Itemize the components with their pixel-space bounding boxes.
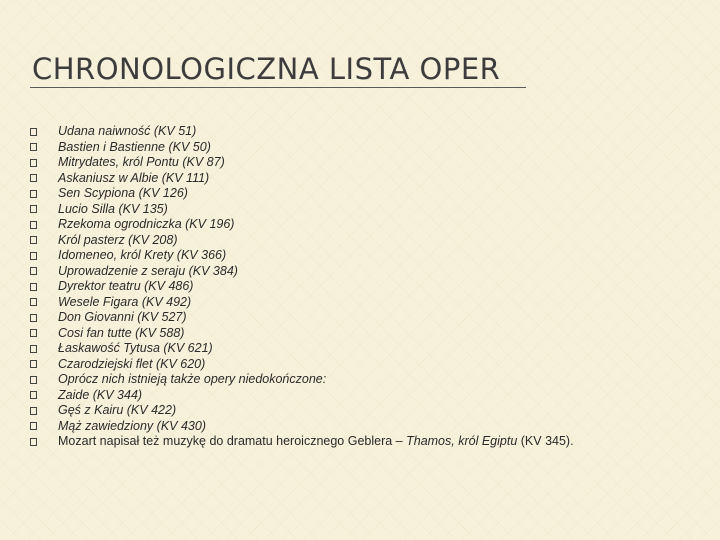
list-item	[30, 264, 574, 280]
list-item-text: Bastien i Bastienne (KV 50)	[58, 139, 211, 154]
last-item-suffix: (KV 345).	[517, 434, 574, 448]
list-item-text: Łaskawość Tytusa (KV 621)	[58, 341, 213, 355]
square-bullet-icon	[30, 391, 37, 399]
square-bullet-icon	[30, 221, 37, 229]
list-item	[30, 310, 574, 326]
opera-list	[30, 124, 574, 450]
list-item-text: Rzekoma ogrodniczka (KV 196)	[58, 217, 235, 231]
list-item	[30, 326, 574, 342]
list-item	[30, 124, 574, 140]
square-bullet-icon	[30, 345, 37, 353]
list-item	[30, 388, 574, 404]
square-bullet-icon	[30, 298, 37, 306]
square-bullet-icon	[30, 360, 37, 368]
square-bullet-icon	[30, 438, 37, 446]
square-bullet-icon	[30, 159, 37, 167]
slide-title: CHRONOLOGICZNA LISTA OPER	[32, 52, 501, 86]
list-item-text: Uprowadzenie z seraju (KV 384)	[58, 263, 238, 278]
list-item-text: Oprócz nich istnieją także opery niedokończone:	[58, 372, 327, 386]
square-bullet-icon	[30, 376, 37, 384]
list-item	[30, 403, 574, 419]
list-item	[30, 279, 574, 295]
square-bullet-icon	[30, 128, 37, 136]
list-item-text: Król pasterz (KV 208)	[58, 232, 178, 247]
list-item	[30, 186, 574, 202]
list-item	[30, 248, 574, 264]
list-item	[30, 295, 574, 311]
square-bullet-icon	[30, 252, 37, 260]
last-item-prefix: Mozart napisał też muzykę do dramatu heroicznego Geblera –	[58, 434, 407, 448]
list-item-text: Mitrydates, król Pontu (KV 87)	[58, 155, 225, 169]
square-bullet-icon	[30, 143, 37, 151]
title-underline	[30, 87, 526, 88]
square-bullet-icon	[30, 236, 37, 244]
list-item	[30, 171, 574, 187]
list-item	[30, 434, 574, 450]
square-bullet-icon	[30, 314, 37, 322]
square-bullet-icon	[30, 283, 37, 291]
list-item-text: Cosi fan tutte (KV 588)	[58, 325, 185, 340]
list-item-text: Idomeneo, król Krety (KV 366)	[58, 248, 227, 262]
square-bullet-icon	[30, 407, 37, 415]
square-bullet-icon	[30, 190, 37, 198]
list-item-text	[58, 434, 574, 450]
list-item-text: Udana naiwność (KV 51)	[58, 124, 197, 138]
square-bullet-icon	[30, 422, 37, 430]
list-item-text: Askaniusz w Albie (KV 111)	[58, 170, 210, 185]
last-item-emphasis: Thamos, król Egiptu	[406, 434, 518, 448]
list-item-text: Don Giovanni (KV 527)	[58, 310, 187, 324]
list-item-text: Zaide (KV 344)	[58, 387, 143, 402]
square-bullet-icon	[30, 267, 37, 275]
list-item-text: Mąż zawiedziony (KV 430)	[58, 418, 206, 433]
list-item-text: Wesele Figara (KV 492)	[58, 294, 192, 309]
list-item	[30, 419, 574, 435]
list-item	[30, 202, 574, 218]
list-item	[30, 233, 574, 249]
square-bullet-icon	[30, 174, 37, 182]
list-item-text: Gęś z Kairu (KV 422)	[58, 403, 177, 417]
list-item-text: Czarodziejski flet (KV 620)	[58, 356, 206, 371]
list-item-text: Sen Scypiona (KV 126)	[58, 186, 188, 200]
list-item-text: Dyrektor teatru (KV 486)	[58, 279, 194, 293]
square-bullet-icon	[30, 205, 37, 213]
square-bullet-icon	[30, 329, 37, 337]
list-item	[30, 357, 574, 373]
list-item	[30, 341, 574, 357]
list-item	[30, 217, 574, 233]
list-item-text: Lucio Silla (KV 135)	[58, 201, 168, 216]
list-item	[30, 372, 574, 388]
list-item	[30, 140, 574, 156]
list-item	[30, 155, 574, 171]
